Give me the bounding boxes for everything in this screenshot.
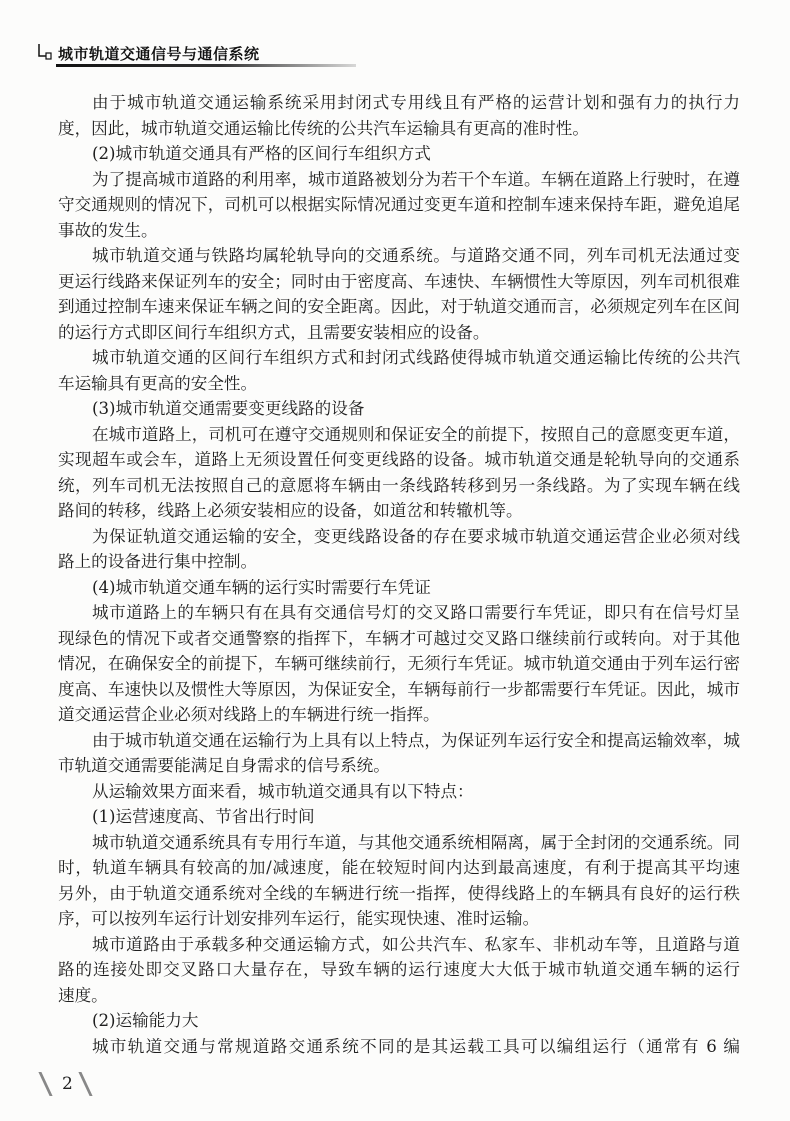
body-text: [58, 90, 740, 1059]
text-line: 为了提高城市道路的利用率，城市道路被划分为若干个车道。车辆在道路上行驶时，在遵: [92, 169, 740, 189]
text-line: 路的连接处即交叉路口大量存在，导致车辆的运行速度大大低于城市轨道交通车辆的运行: [58, 960, 740, 979]
text-line: 由于城市轨道交通运输系统采用封闭式专用线且有严格的运营计划和强有力的执行力: [92, 93, 740, 112]
page-number: 2: [62, 1074, 73, 1094]
text-line: 统，列车司机无法按照自己的意愿将车辆由一条线路转移到另一条线路。为了实现车辆在线: [58, 475, 740, 495]
text-line: 城市轨道交通与常规道路交通系统不同的是其运载工具可以编组运行（通常有 6 编: [92, 1036, 740, 1056]
text-line: 现绿色的情况下或者交通警察的指挥下，车辆才可越过交叉路口继续前行或转向。对于其他: [58, 628, 740, 648]
text-line: 在城市道路上，司机可在遵守交通规则和保证安全的前提下，按照自己的意愿变更车道，: [92, 424, 740, 444]
text-line: 情况，在确保安全的前提下，车辆可继续前行，无须行车凭证。城市轨道交通由于列车运行密: [58, 654, 740, 673]
text-line: (1)运营速度高、节省出行时间: [92, 807, 315, 826]
text-line: 城市轨道交通的区间行车组织方式和封闭式线路使得城市轨道交通运输比传统的公共汽: [92, 348, 740, 367]
text-line: 城市道路上的车辆只有在具有交通信号灯的交叉路口需要行车凭证，即只有在信号灯呈: [92, 603, 740, 622]
book-title: 城市轨道交通信号与通信系统: [58, 45, 260, 63]
text-line: 城市轨道交通系统具有专用行车道，与其他交通系统相隔离，属于全封闭的交通系统。同: [92, 832, 740, 852]
text-line: 时，轨道车辆具有较高的加/减速度，能在较短时间内达到最高速度，有利于提高其平均速: [58, 858, 740, 877]
text-line: 为保证轨道交通运输的安全，变更线路设备的存在要求城市轨道交通运营企业必须对线: [92, 526, 740, 546]
text-line: 城市道路由于承载多种交通运输方式，如公共汽车、私家车、非机动车等，且道路与道: [92, 934, 740, 954]
text-line: 另外，由于轨道交通系统对全线的车辆进行统一指挥，使得线路上的车辆具有良好的运行秩: [58, 883, 740, 903]
text-line: 的运行方式即区间行车组织方式，且需要安装相应的设备。: [58, 322, 490, 342]
text-line: 速度。: [58, 985, 108, 1005]
text-line: 路上的设备进行集中控制。: [58, 552, 258, 571]
text-line: 由于城市轨道交通在运输行为上具有以上特点，为保证列车运行安全和提高运输效率，城: [92, 730, 740, 750]
header-bracket-icon: [38, 44, 52, 60]
text-line: 从运输效果方面来看，城市轨道交通具有以下特点：: [92, 781, 474, 801]
running-header: [38, 40, 598, 64]
text-line: 车运输具有更高的安全性。: [58, 373, 258, 393]
text-line: 事故的发生。: [58, 220, 158, 240]
text-line: 道交通运营企业必须对线路上的车辆进行统一指挥。: [58, 705, 440, 724]
text-line: 城市轨道交通与铁路均属轮轨导向的交通系统。与道路交通不同，列车司机无法通过变: [92, 246, 740, 265]
text-line: 度高、车速快以及惯性大等原因，为保证安全，车辆每前行一步都需要行车凭证。因此，城市: [58, 679, 740, 699]
text-line: 守交通规则的情况下，司机可以根据实际情况通过变更车道和控制车速来保持车距，避免追尾: [58, 195, 740, 214]
text-line: (2)城市轨道交通具有严格的区间行车组织方式: [92, 144, 431, 163]
text-line: 序，可以按列车运行计划安排列车运行，能实现快速、准时运输。: [58, 909, 540, 928]
footer-slash-right: [78, 1072, 92, 1096]
text-line: (4)城市轨道交通车辆的运行实时需要行车凭证: [92, 577, 431, 597]
text-line: 实现超车或会车，道路上无须设置任何变更线路的设备。城市轨道交通是轮轨导向的交通系: [58, 450, 740, 469]
text-line: 度，因此，城市轨道交通运输比传统的公共汽车运输具有更高的准时性。: [58, 118, 589, 138]
page-footer: [40, 1070, 100, 1100]
text-line: 更运行线路来保证列车的安全；同时由于密度高、车速快、车辆惯性大等原因，列车司机很难: [58, 271, 740, 291]
text-line: (3)城市轨道交通需要变更线路的设备: [92, 399, 365, 418]
text-line: 市轨道交通需要能满足自身需求的信号系统。: [58, 756, 390, 775]
text-line: 到通过控制车速来保证车辆之间的安全距离。因此，对于轨道交通而言，必须规定列车在区间: [58, 297, 740, 316]
text-line: (2)运输能力大: [92, 1011, 199, 1030]
text-line: 路间的转移，线路上必须安装相应的设备，如道岔和转辙机等。: [58, 501, 523, 520]
footer-slash-left: [38, 1072, 52, 1096]
header-rule: [56, 64, 356, 67]
